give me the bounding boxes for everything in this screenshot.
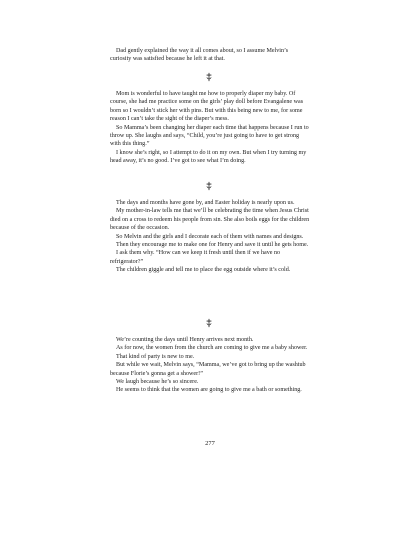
paragraph: Dad gently explained the way it all comes about, so I assume Melvin’s curiosity was satisfied because he left it at that.	[110, 48, 289, 63]
paragraph: Mom is wonderful to have taught me how to properly diaper my baby. Of course, she had me practice some on the girls’ play doll before Evangalene was born so I wouldn’t stick her with pins. But with this being new to me, for some reason I can’t take the sight of the diaper’s mess.	[110, 91, 304, 123]
paragraph: That kind of party is new to me.	[116, 353, 195, 360]
cross-ornament-icon	[202, 317, 216, 329]
paragraph: Then they encourage me to make one for Henry and save it until he gets home.	[116, 242, 309, 249]
paragraph: I ask them why. “How can we keep it fresh until then if we have no refrigerator?”	[110, 250, 281, 265]
paragraph: I know she’s right, so I attempt to do it on my own. But when I try turning my head away, it’s no good. I’ve got to see what I’m doing.	[110, 149, 307, 165]
page-number: 277	[205, 440, 215, 447]
paragraph: But while we wait, Melvin says, “Mamma, we’ve got to bring up the washtub because Florie’s gonna get a shower!”	[110, 362, 306, 377]
paragraph: The days and months have gone by, and Easter holiday is nearly upon us.	[116, 200, 295, 206]
paragraph: We’re counting the days until Henry arrives next month.	[116, 337, 254, 343]
section-4	[110, 336, 310, 395]
paragraph: So Melvin and the girls and I decorate each of them with names and designs.	[116, 233, 304, 240]
section-2	[110, 90, 310, 166]
paragraph: He seems to think that the women are going to give me a bath or something.	[116, 387, 302, 394]
paragraph: So Mamma’s been changing her diaper each time that happens because I run to throw up. She laughs and says, “Child, you’re just going to have to get strong with this thing.”	[110, 124, 309, 148]
section-3	[110, 199, 310, 275]
cross-ornament-icon	[202, 180, 216, 192]
paragraph: As for now, the women from the church are coming to give me a baby shower.	[116, 345, 308, 352]
section-1	[110, 47, 310, 64]
paragraph: The children giggle and tell me to place the egg outside where it’s cold.	[116, 267, 291, 274]
cross-ornament-icon	[202, 71, 216, 83]
paragraph: My mother-in-law tells me that we’ll be celebrating the time when Jesus Christ died on a cross to redeem his people from sin. She also boils eggs for the children because of the occasion.	[110, 208, 310, 232]
paragraph: We laugh because he’s so sincere.	[116, 379, 199, 386]
